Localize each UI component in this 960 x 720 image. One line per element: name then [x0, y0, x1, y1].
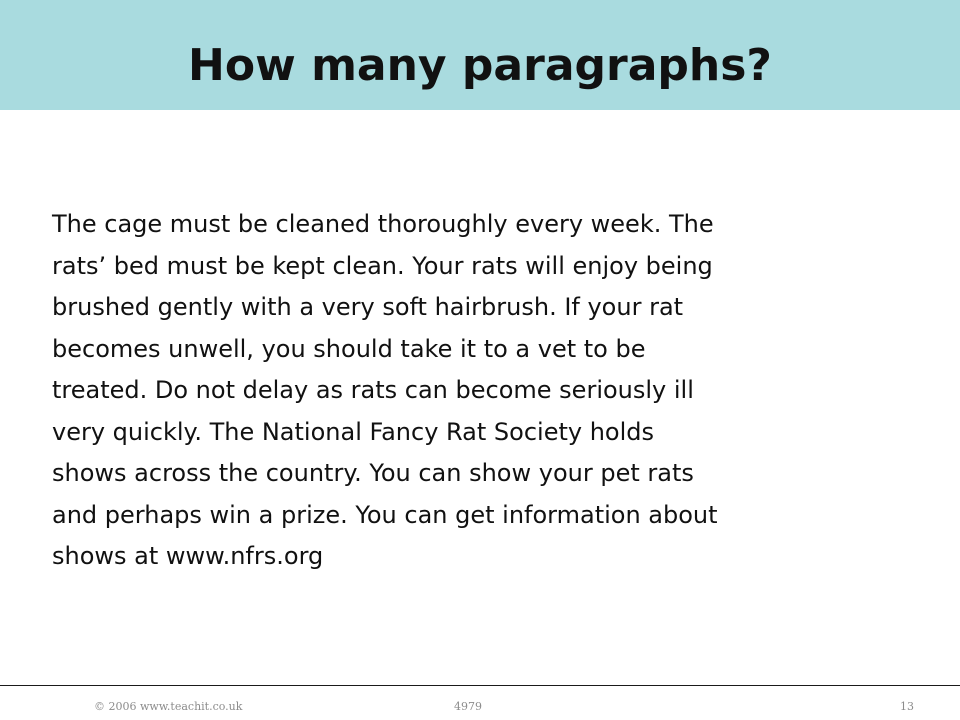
body-line: The cage must be cleaned thoroughly every week. The [52, 210, 714, 238]
body-line: becomes unwell, you should take it to a vet to be [52, 334, 646, 363]
body-line: shows at www.nfrs.org [52, 542, 324, 570]
body-line: brushed gently with a very soft hairbrush. If your rat [52, 293, 684, 321]
body-line: shows across the country. You can show your pet rats [52, 459, 694, 487]
slide-title: How many paragraphs? [188, 40, 772, 91]
body-line: treated. Do not delay as rats can become seriously ill [52, 376, 694, 404]
body-paragraph [52, 204, 892, 578]
footer-code: 4979 [454, 700, 482, 713]
body-line: very quickly. The National Fancy Rat Society holds [52, 417, 655, 446]
footer-page-number: 13 [900, 700, 914, 713]
body-line: and perhaps win a prize. You can get information about [52, 500, 718, 529]
footer-copyright: © 2006 www.teachit.co.uk [94, 700, 243, 713]
body-line: rats’ bed must be kept clean. Your rats will enjoy being [52, 251, 713, 280]
footer-divider [0, 685, 960, 686]
